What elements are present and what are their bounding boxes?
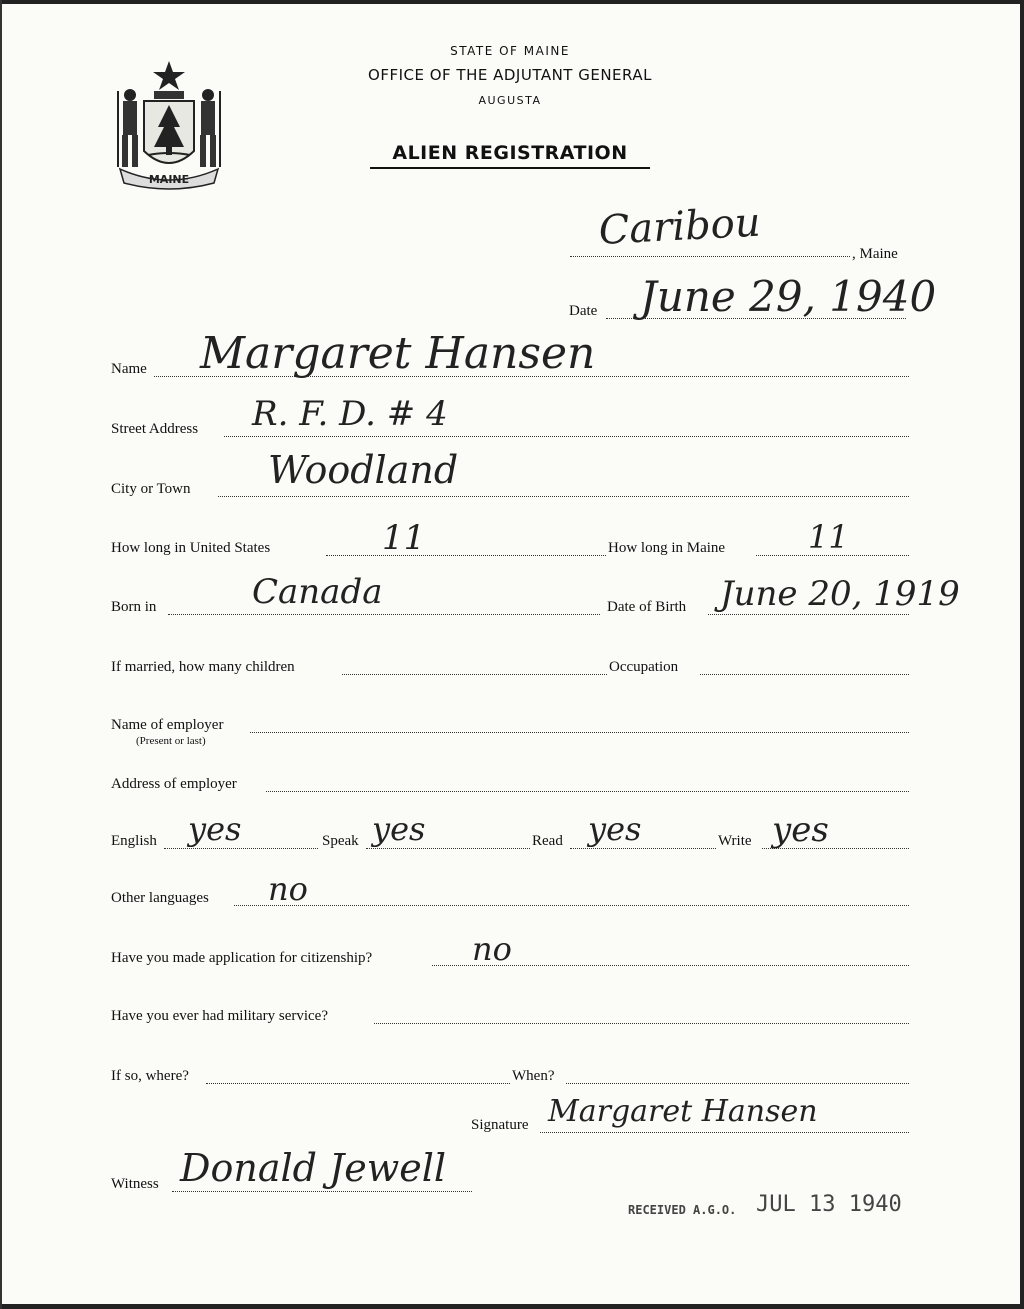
- dob-label: Date of Birth: [607, 599, 687, 615]
- name-value: Margaret Hansen: [200, 328, 596, 379]
- maine-state-seal-icon: [110, 55, 228, 191]
- other-languages-value: no: [268, 870, 308, 908]
- city-label: City or Town: [111, 481, 191, 497]
- employer-address-label: Address of employer: [111, 776, 237, 792]
- write-value: yes: [772, 810, 829, 850]
- date-value: June 29, 1940: [640, 272, 937, 321]
- header-office: OFFICE OF THE ADJUTANT GENERAL: [368, 66, 652, 84]
- employer-sublabel: (Present or last): [136, 735, 206, 747]
- children-line: [342, 674, 607, 675]
- english-line: [164, 848, 318, 849]
- dob-value: June 20, 1919: [720, 574, 960, 614]
- employer-label: Name of employer: [111, 717, 224, 733]
- maine-label: , Maine: [852, 246, 898, 262]
- town-value: Caribou: [597, 199, 762, 254]
- city-line: [218, 496, 909, 497]
- street-label: Street Address: [111, 421, 199, 437]
- city-value: Woodland: [268, 448, 459, 492]
- when-label: When?: [512, 1068, 555, 1084]
- scan-border-right: [1020, 0, 1024, 1309]
- years-us-label: How long in United States: [111, 540, 271, 556]
- speak-label: Speak: [322, 833, 359, 849]
- where-line: [206, 1083, 510, 1084]
- signature-label: Signature: [471, 1117, 529, 1133]
- received-stamp-label: RECEIVED A.G.O.: [628, 1203, 737, 1217]
- read-label: Read: [532, 833, 563, 849]
- scan-border-left: [0, 0, 2, 1309]
- citizenship-label: Have you made application for citizenship?: [111, 950, 373, 966]
- town-line: [570, 256, 850, 257]
- dob-line: [708, 614, 909, 615]
- read-line: [570, 848, 716, 849]
- date-label: Date: [569, 303, 598, 319]
- speak-line: [366, 848, 530, 849]
- employer-line: [250, 732, 909, 733]
- header-state: STATE OF MAINE: [450, 44, 570, 58]
- citizenship-value: no: [472, 930, 512, 968]
- speak-value: yes: [372, 810, 426, 848]
- street-value: R. F. D. # 4: [252, 394, 448, 434]
- witness-label: Witness: [111, 1176, 159, 1192]
- read-value: yes: [588, 810, 642, 848]
- witness-value: Donald Jewell: [180, 1146, 447, 1190]
- when-line: [566, 1083, 909, 1084]
- english-value: yes: [188, 810, 242, 848]
- signature-line: [540, 1132, 909, 1133]
- occupation-label: Occupation: [609, 659, 679, 675]
- born-in-label: Born in: [111, 599, 157, 615]
- scan-border-bottom: [0, 1304, 1024, 1309]
- other-languages-label: Other languages: [111, 890, 209, 906]
- witness-line: [172, 1191, 472, 1192]
- where-label: If so, where?: [111, 1068, 189, 1084]
- signature-value: Margaret Hansen: [548, 1094, 818, 1129]
- other-languages-line: [234, 905, 909, 906]
- header-city: AUGUSTA: [478, 94, 542, 107]
- seal-banner-text: MAINE: [148, 173, 190, 186]
- scan-border-top: [0, 0, 1024, 4]
- english-label: English: [111, 833, 157, 849]
- street-line: [224, 436, 909, 437]
- employer-address-line: [266, 791, 909, 792]
- years-us-line: [326, 555, 606, 556]
- years-maine-value: 11: [808, 518, 849, 556]
- military-label: Have you ever had military service?: [111, 1008, 328, 1024]
- occupation-line: [700, 674, 909, 675]
- form-title: ALIEN REGISTRATION: [370, 142, 650, 169]
- born-in-value: Canada: [252, 572, 383, 612]
- military-line: [374, 1023, 909, 1024]
- name-label: Name: [111, 361, 147, 377]
- write-label: Write: [718, 833, 752, 849]
- born-in-line: [168, 614, 600, 615]
- children-label: If married, how many children: [111, 659, 295, 675]
- years-maine-label: How long in Maine: [608, 540, 726, 556]
- years-us-value: 11: [382, 518, 426, 558]
- received-stamp-date: JUL 13 1940: [756, 1192, 902, 1217]
